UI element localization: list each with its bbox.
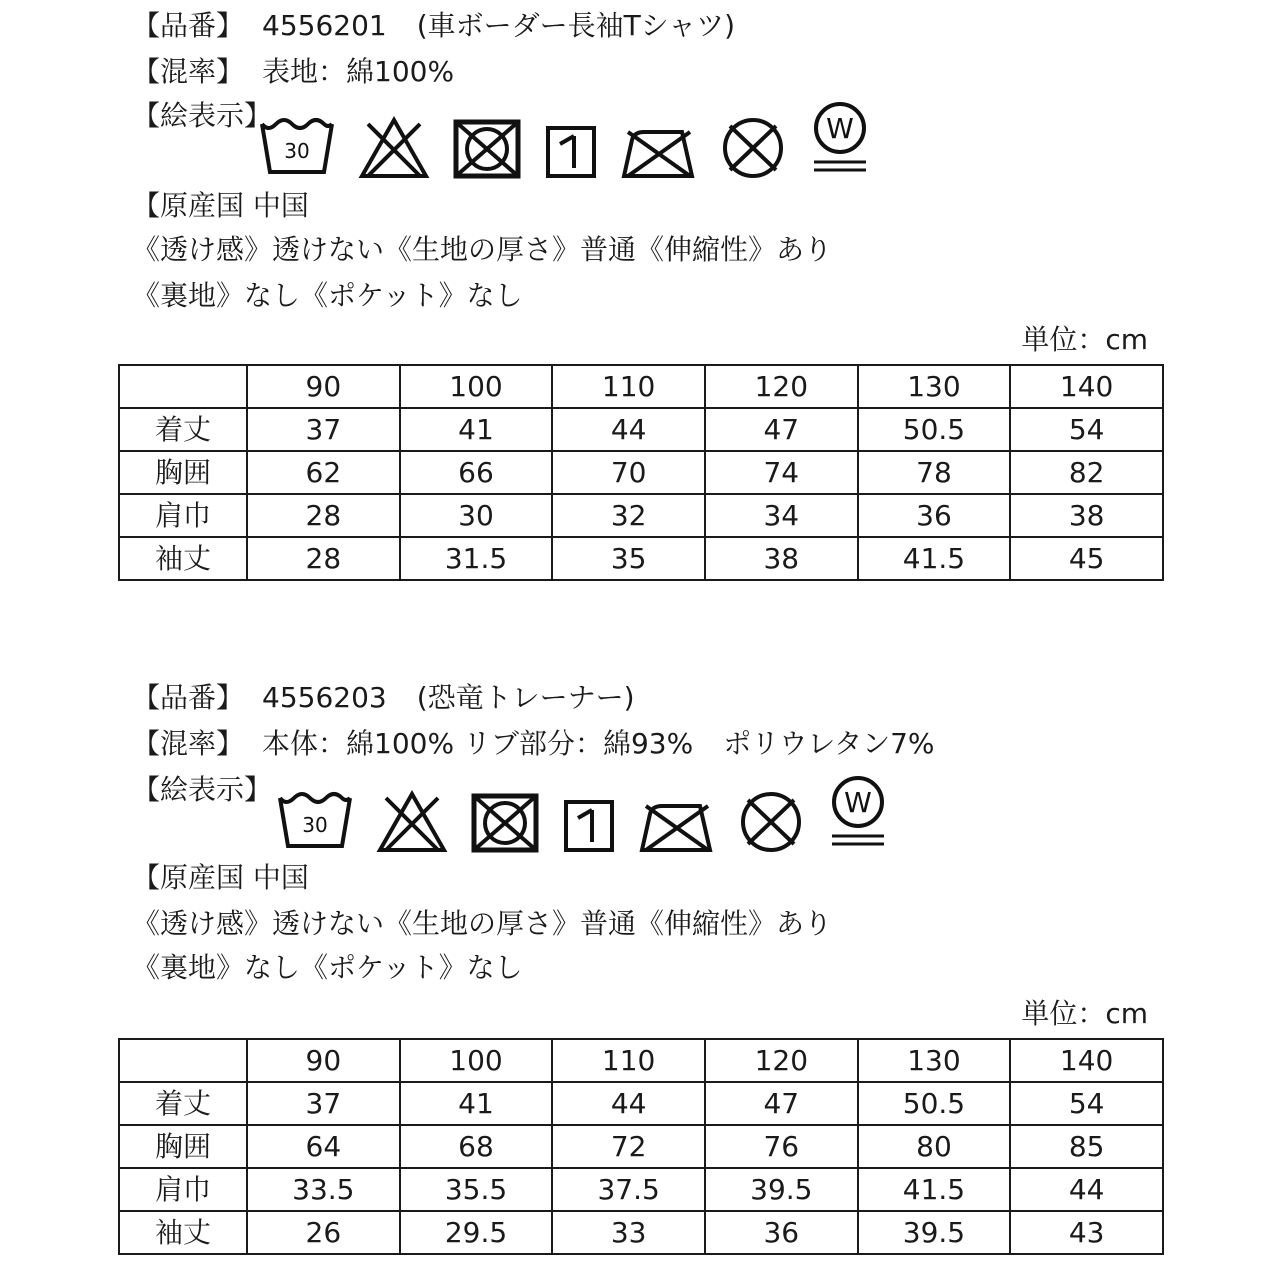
no-tumble-dry-icon [470, 792, 540, 854]
row-label: 袖丈 [119, 537, 247, 580]
wet-clean-letter: W [844, 786, 872, 819]
table-cell: 64 [247, 1125, 400, 1168]
fabric-line-1: 《透け感》透けない《生地の厚さ》普通《伸縮性》あり [132, 233, 833, 266]
table-cell: 32 [552, 494, 705, 537]
table-cell: 26 [247, 1211, 400, 1254]
fabric-line-2: 《裏地》なし《ポケット》なし [132, 951, 523, 984]
table-cell: 37.5 [552, 1168, 705, 1211]
care-label: 【絵表示】 [132, 99, 273, 132]
no-tumble-dry-icon [452, 118, 522, 180]
table-corner-cell [119, 1039, 247, 1082]
table-cell: 44 [1010, 1168, 1163, 1211]
table-cell: 33 [552, 1211, 705, 1254]
no-dry-clean-icon [718, 116, 788, 180]
material-extra: ポリウレタン7% [723, 727, 935, 760]
size-header: 120 [705, 365, 858, 408]
table-row [119, 1125, 1163, 1168]
size-header: 130 [858, 1039, 1011, 1082]
table-row [119, 537, 1163, 580]
table-cell: 50.5 [858, 1082, 1011, 1125]
size-header: 140 [1010, 365, 1163, 408]
material-text: 表地：綿100% [262, 55, 455, 88]
table-cell: 74 [705, 451, 858, 494]
wash-temp: 30 [284, 139, 310, 163]
material-label: 【混率】 [132, 55, 245, 88]
table-cell: 35.5 [400, 1168, 553, 1211]
size-table [118, 1038, 1164, 1255]
care-icons [276, 774, 888, 854]
size-header: 120 [705, 1039, 858, 1082]
table-cell: 50.5 [858, 408, 1011, 451]
table-cell: 29.5 [400, 1211, 553, 1254]
table-cell: 72 [552, 1125, 705, 1168]
table-cell: 35 [552, 537, 705, 580]
table-row [119, 408, 1163, 451]
table-row [119, 494, 1163, 537]
table-cell: 38 [1010, 494, 1163, 537]
wash-temp: 30 [302, 813, 328, 837]
table-cell: 47 [705, 1082, 858, 1125]
row-label: 袖丈 [119, 1211, 247, 1254]
table-cell: 37 [247, 1082, 400, 1125]
size-header: 110 [552, 1039, 705, 1082]
table-cell: 70 [552, 451, 705, 494]
table-cell: 80 [858, 1125, 1011, 1168]
size-header: 90 [247, 365, 400, 408]
fabric-line-1: 《透け感》透けない《生地の厚さ》普通《伸縮性》あり [132, 907, 833, 940]
table-cell: 66 [400, 451, 553, 494]
row-label: 肩巾 [119, 494, 247, 537]
table-cell: 68 [400, 1125, 553, 1168]
product-number-label: 【品番】 [132, 9, 245, 42]
product-name: (車ボーダー長袖Tシャツ) [416, 9, 736, 42]
line-dry-icon [544, 124, 598, 180]
table-cell: 39.5 [705, 1168, 858, 1211]
no-iron-icon [638, 796, 714, 854]
unit-label: 単位：cm [1021, 997, 1148, 1030]
table-cell: 47 [705, 408, 858, 451]
origin: 【原産国 中国 [132, 861, 309, 894]
table-row [119, 451, 1163, 494]
table-cell: 54 [1010, 1082, 1163, 1125]
material-label: 【混率】 [132, 727, 245, 760]
size-header: 100 [400, 365, 553, 408]
table-cell: 33.5 [247, 1168, 400, 1211]
row-label: 胸囲 [119, 1125, 247, 1168]
table-cell: 41.5 [858, 1168, 1011, 1211]
unit-label: 単位：cm [1021, 323, 1148, 356]
wet-clean-icon [828, 774, 888, 854]
size-header: 140 [1010, 1039, 1163, 1082]
no-bleach-icon [358, 116, 430, 180]
table-cell: 28 [247, 537, 400, 580]
table-header-row [119, 365, 1163, 408]
product-name: (恐竜トレーナー) [416, 681, 635, 714]
table-cell: 37 [247, 408, 400, 451]
table-cell: 30 [400, 494, 553, 537]
table-cell: 34 [705, 494, 858, 537]
no-bleach-icon [376, 790, 448, 854]
table-cell: 54 [1010, 408, 1163, 451]
no-iron-icon [620, 122, 696, 180]
size-header: 100 [400, 1039, 553, 1082]
material-line [132, 724, 935, 764]
table-cell: 36 [705, 1211, 858, 1254]
row-label: 肩巾 [119, 1168, 247, 1211]
care-label: 【絵表示】 [132, 773, 273, 806]
table-cell: 28 [247, 494, 400, 537]
table-cell: 76 [705, 1125, 858, 1168]
table-corner-cell [119, 365, 247, 408]
product-number: 4556201 [262, 9, 387, 42]
table-cell: 43 [1010, 1211, 1163, 1254]
fabric-line-2: 《裏地》なし《ポケット》なし [132, 279, 523, 312]
wash-30-icon [258, 110, 336, 180]
table-cell: 41.5 [858, 537, 1011, 580]
table-cell: 31.5 [400, 537, 553, 580]
size-header: 90 [247, 1039, 400, 1082]
size-header: 110 [552, 365, 705, 408]
table-row [119, 1211, 1163, 1254]
size-header: 130 [858, 365, 1011, 408]
table-cell: 85 [1010, 1125, 1163, 1168]
product-number-line [132, 678, 635, 718]
table-cell: 44 [552, 408, 705, 451]
table-header-row [119, 1039, 1163, 1082]
no-dry-clean-icon [736, 790, 806, 854]
row-label: 着丈 [119, 1082, 247, 1125]
table-cell: 45 [1010, 537, 1163, 580]
table-cell: 44 [552, 1082, 705, 1125]
material-line [132, 52, 454, 92]
product-number-label: 【品番】 [132, 681, 245, 714]
table-cell: 41 [400, 1082, 553, 1125]
care-icons [258, 100, 870, 180]
wash-30-icon [276, 784, 354, 854]
line-dry-icon [562, 798, 616, 854]
table-cell: 41 [400, 408, 553, 451]
table-row [119, 1082, 1163, 1125]
wet-clean-icon [810, 100, 870, 180]
material-text: 本体：綿100% リブ部分：綿93% [262, 727, 694, 760]
size-table [118, 364, 1164, 581]
wet-clean-letter: W [826, 112, 854, 145]
row-label: 着丈 [119, 408, 247, 451]
table-cell: 82 [1010, 451, 1163, 494]
product-number-line [132, 6, 735, 46]
row-label: 胸囲 [119, 451, 247, 494]
table-cell: 62 [247, 451, 400, 494]
table-row [119, 1168, 1163, 1211]
table-cell: 38 [705, 537, 858, 580]
origin: 【原産国 中国 [132, 189, 309, 222]
product-number: 4556203 [262, 681, 387, 714]
table-cell: 36 [858, 494, 1011, 537]
table-cell: 78 [858, 451, 1011, 494]
table-cell: 39.5 [858, 1211, 1011, 1254]
